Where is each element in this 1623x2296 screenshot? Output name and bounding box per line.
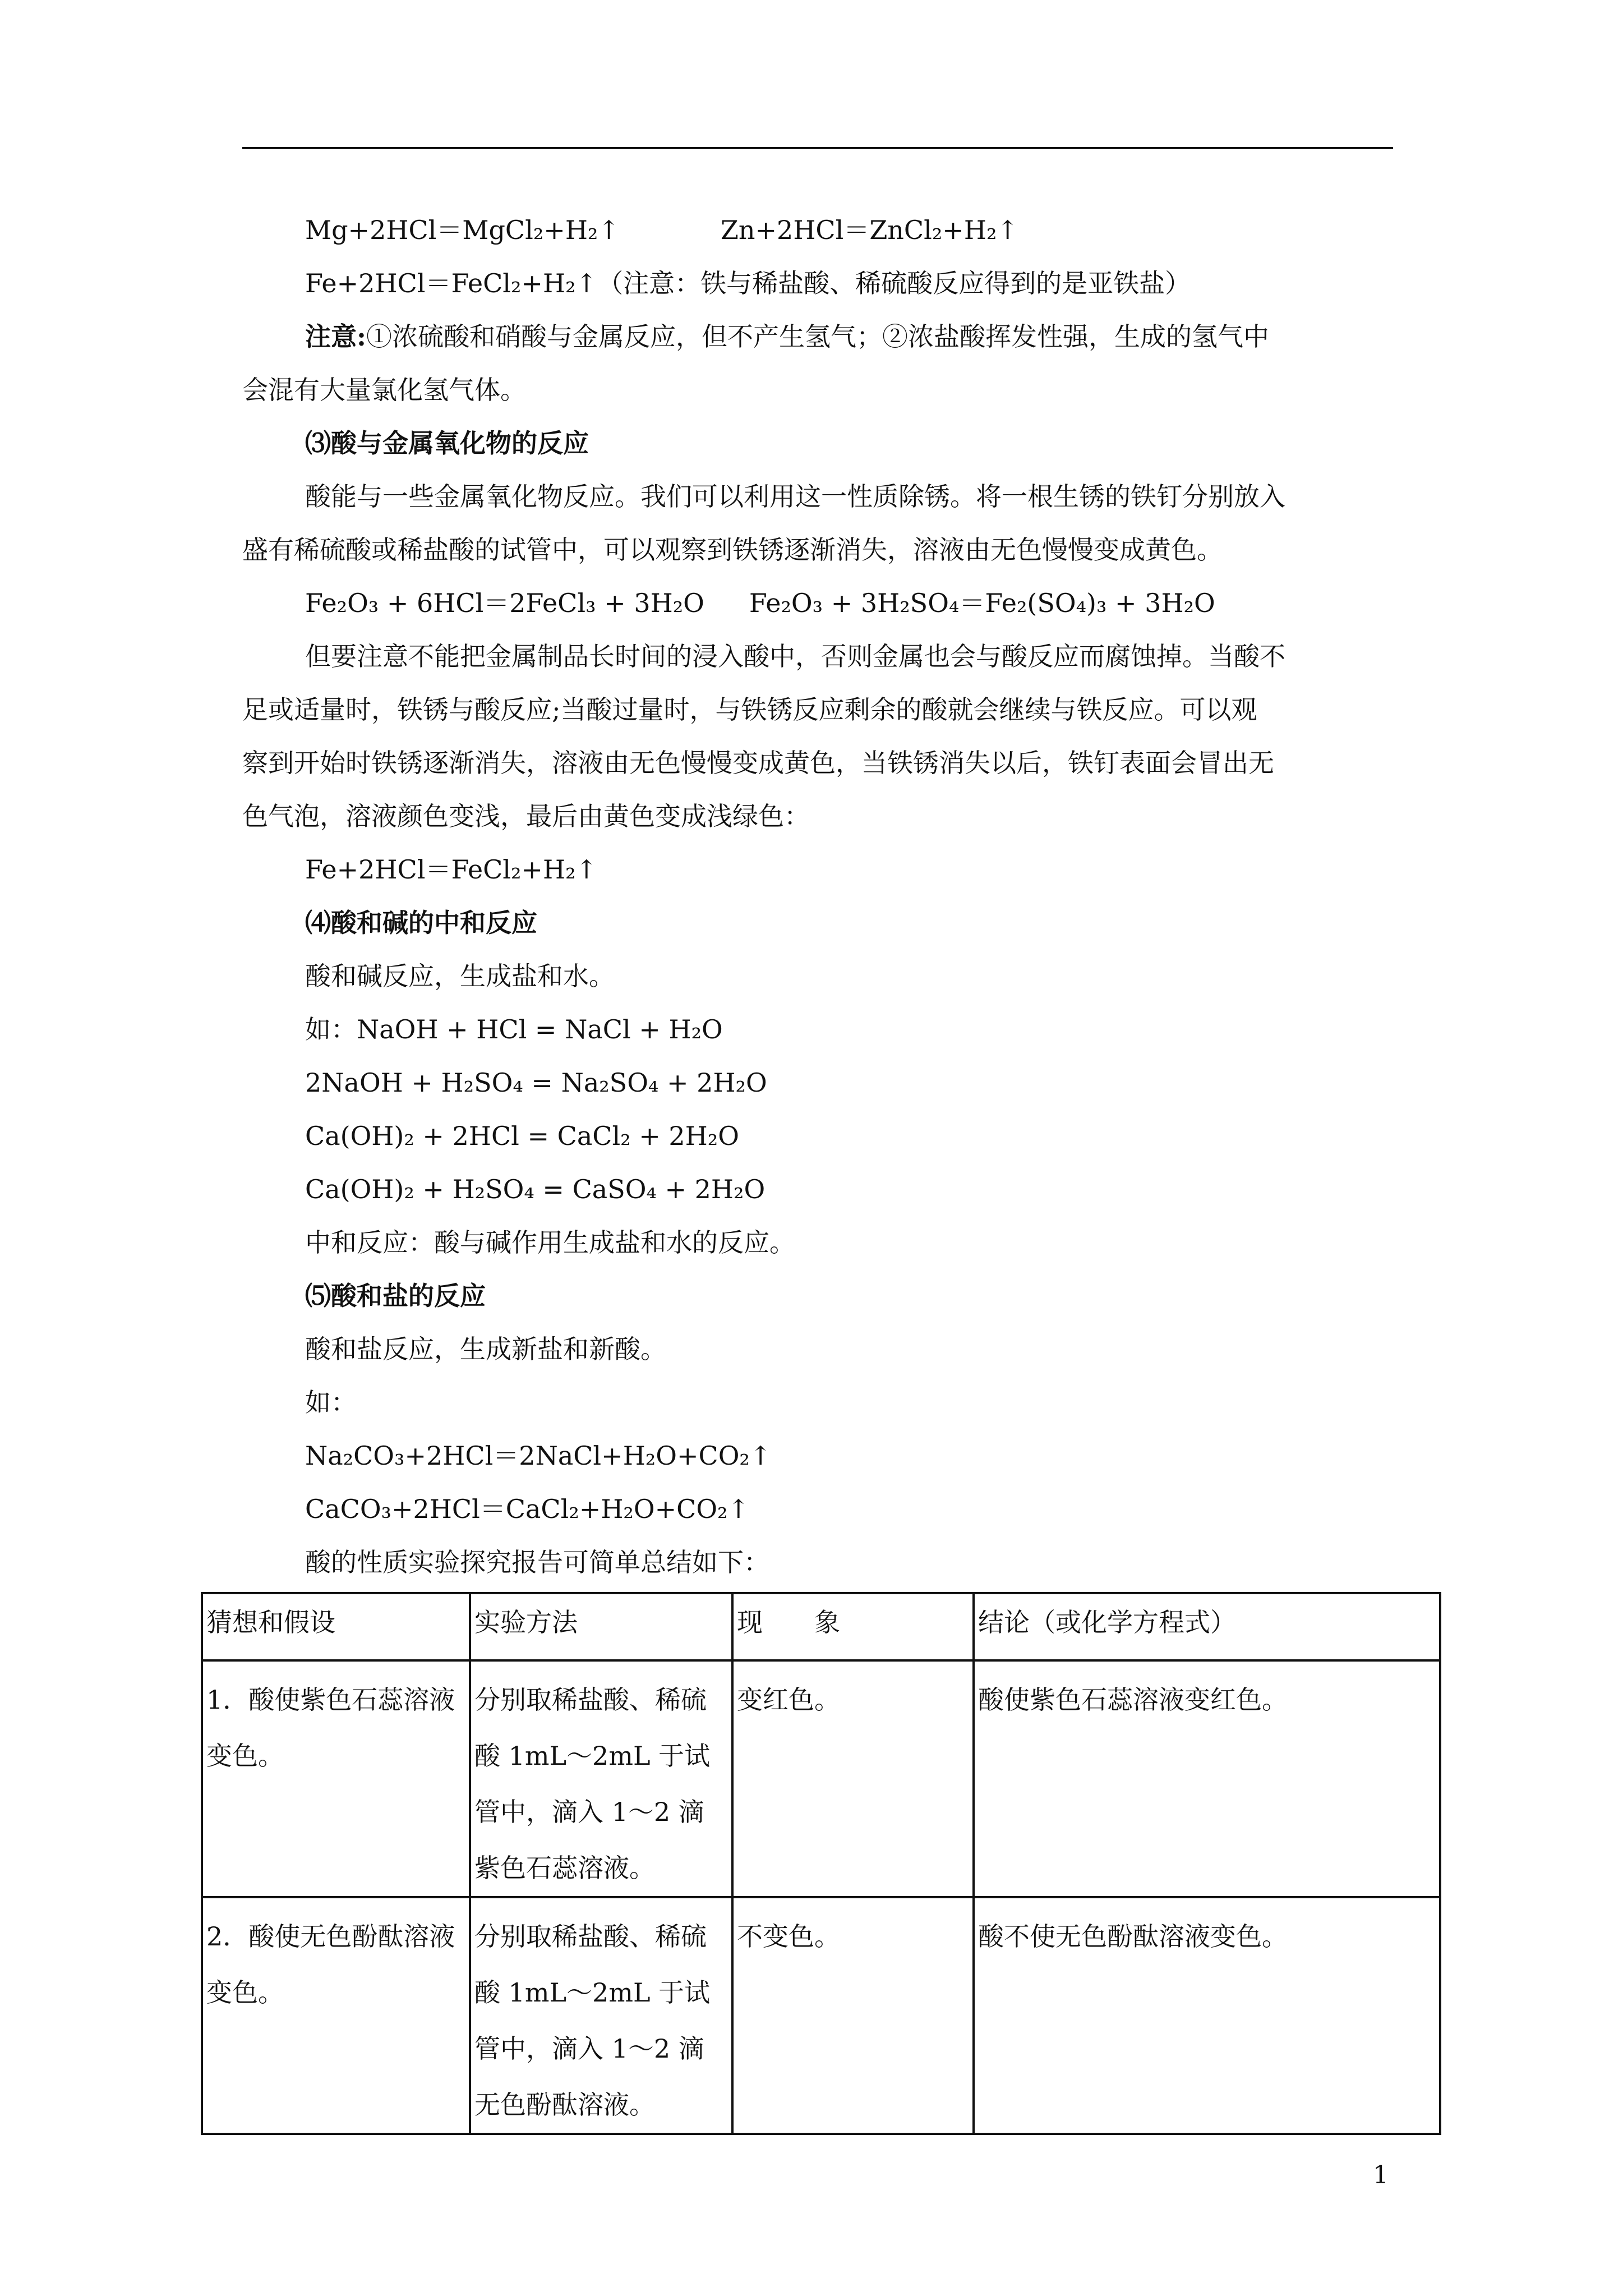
section3-paragraph2-line-1: 但要注意不能把金属制品长时间的浸入酸中，否则金属也会与酸反应而腐蚀掉。当酸不 xyxy=(305,641,1285,671)
table-row xyxy=(202,1897,1440,2134)
table-cell-conclusion: 酸不使无色酚酞溶液变色。 xyxy=(974,1897,1440,2134)
section5-example-label: 如： xyxy=(305,1387,357,1418)
equation-fe2o3-hcl: Fe₂O₃ + 6HCl＝2FeCl₃ + 3H₂O xyxy=(305,588,704,618)
equation-fe2o3-h2so4: Fe₂O₃ + 3H₂SO₄＝Fe₂(SO₄)₃ + 3H₂O xyxy=(749,588,1215,618)
equation-fe-note: （注意：铁与稀盐酸、稀硫酸反应得到的是亚铁盐） xyxy=(597,268,1191,298)
section4-equation-1: 如：NaOH + HCl = NaCl + H₂O xyxy=(305,1014,723,1045)
section4-equation-3: Ca(OH)₂ + 2HCl = CaCl₂ + 2H₂O xyxy=(305,1121,739,1151)
table-row xyxy=(202,1660,1440,1897)
table-cell-method: 分别取稀盐酸、稀硫酸 1mL～2mL 于试管中，滴入 1～2 滴紫色石蕊溶液。 xyxy=(470,1660,732,1897)
note-line-1 xyxy=(305,320,1269,353)
section3-heading: ⑶酸与金属氧化物的反应 xyxy=(305,428,589,458)
section4-equation-2: 2NaOH + H₂SO₄ = Na₂SO₄ + 2H₂O xyxy=(305,1068,767,1098)
section5-equation-2: CaCO₃+2HCl＝CaCl₂+H₂O+CO₂↑ xyxy=(305,1494,750,1524)
report-table xyxy=(201,1592,1441,2135)
section5-summary: 酸的性质实验探究报告可简单总结如下： xyxy=(305,1547,769,1577)
table-cell-method: 分别取稀盐酸、稀硫酸 1mL～2mL 于试管中，滴入 1～2 滴无色酚酞溶液。 xyxy=(470,1897,732,2134)
section4-heading: ⑷酸和碱的中和反应 xyxy=(305,908,537,938)
section3-equations xyxy=(305,586,1215,620)
table-cell-hypothesis: 2．酸使无色酚酞溶液变色。 xyxy=(202,1897,470,2134)
section5-equation-1: Na₂CO₃+2HCl＝2NaCl+H₂O+CO₂↑ xyxy=(305,1441,772,1471)
section5-intro: 酸和盐反应，生成新盐和新酸。 xyxy=(305,1334,666,1364)
table-header-row xyxy=(202,1593,1440,1660)
section4-intro: 酸和碱反应，生成盐和水。 xyxy=(305,961,615,991)
table-cell-phenomenon: 不变色。 xyxy=(732,1897,974,2134)
equation-mg: Mg+2HCl＝MgCl₂+H₂↑ xyxy=(305,215,620,245)
section3-paragraph-line-1: 酸能与一些金属氧化物反应。我们可以利用这一性质除锈。将一根生锈的铁钉分别放入 xyxy=(305,481,1285,512)
header-rule xyxy=(242,147,1393,149)
note-label: 注意: xyxy=(305,321,366,352)
equation-line-mg-zn xyxy=(305,213,1018,247)
section3-paragraph2-line-3: 察到开始时铁锈逐渐消失，溶液由无色慢慢变成黄色，当铁锈消失以后，铁钉表面会冒出无 xyxy=(242,748,1274,778)
table-header-cell: 实验方法 xyxy=(470,1593,732,1660)
section3-paragraph2-line-4: 色气泡，溶液颜色变浅，最后由黄色变成浅绿色： xyxy=(242,801,810,831)
note-text-1: ①浓硫酸和硝酸与金属反应，但不产生氢气；②浓盐酸挥发性强，生成的氢气中 xyxy=(366,321,1269,352)
equation-line-fe xyxy=(305,266,1191,300)
equation-fe: Fe+2HCl＝FeCl₂+H₂↑ xyxy=(305,268,598,298)
table-cell-hypothesis: 1．酸使紫色石蕊溶液变色。 xyxy=(202,1660,470,1897)
section5-heading: ⑸酸和盐的反应 xyxy=(305,1281,486,1311)
section3-paragraph-line-2: 盛有稀硫酸或稀盐酸的试管中，可以观察到铁锈逐渐消失，溶液由无色慢慢变成黄色。 xyxy=(242,535,1223,565)
table-cell-phenomenon: 变红色。 xyxy=(732,1660,974,1897)
section4-definition: 中和反应：酸与碱作用生成盐和水的反应。 xyxy=(305,1227,795,1258)
table-header-cell: 结论（或化学方程式） xyxy=(974,1593,1440,1660)
section3-paragraph2-line-2: 足或适量时，铁锈与酸反应;当酸过量时，与铁锈反应剩余的酸就会继续与铁反应。可以观 xyxy=(242,694,1257,725)
table-header-cell: 现 象 xyxy=(732,1593,974,1660)
section4-equation-4: Ca(OH)₂ + H₂SO₄ = CaSO₄ + 2H₂O xyxy=(305,1174,766,1204)
table-header-cell: 猜想和假设 xyxy=(202,1593,470,1660)
section3-equation-fe: Fe+2HCl＝FeCl₂+H₂↑ xyxy=(305,854,598,885)
table-cell-conclusion: 酸使紫色石蕊溶液变红色。 xyxy=(974,1660,1440,1897)
equation-zn: Zn+2HCl＝ZnCl₂+H₂↑ xyxy=(720,215,1018,245)
page-number: 1 xyxy=(1373,2161,1389,2189)
note-line-2: 会混有大量氯化氢气体。 xyxy=(242,375,526,405)
